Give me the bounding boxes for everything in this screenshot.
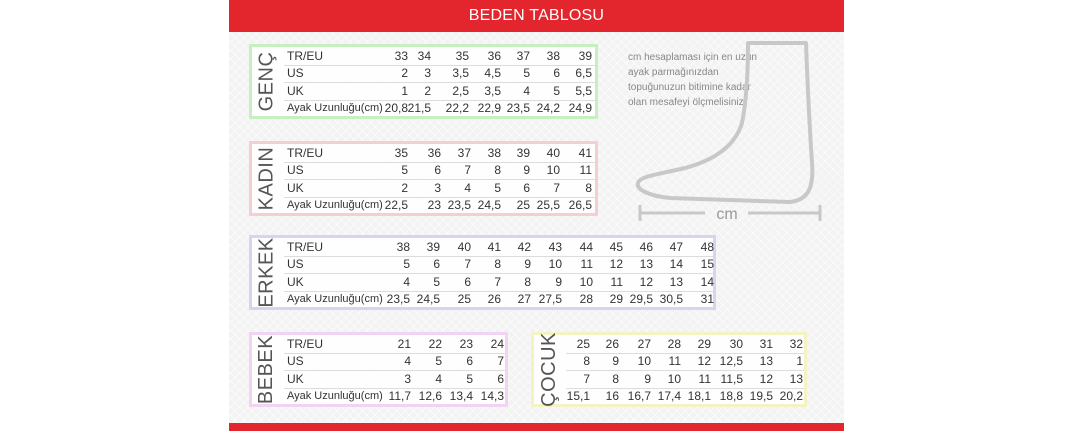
category-label-text: GENÇ [255,51,278,112]
table-cell: 24,9 [568,100,592,115]
table-cell: 44 [579,240,593,254]
table-cell: 3 [424,66,431,81]
table-cell: 11,5 [720,371,743,386]
table-cell: 23 [427,197,441,212]
table-cell: 2 [401,180,408,195]
table-cell: 28 [667,337,681,351]
table-cell: 3 [404,371,411,386]
category-label-text: BEBEK [255,334,278,405]
table-cell: 30,5 [659,291,683,306]
table-cell: 11 [580,257,593,272]
table-cell: 12,6 [418,388,442,403]
table-cell: 21 [397,337,411,351]
table-cell: 25 [516,197,530,212]
row-label: Ayak Uzunluğu(cm) [287,198,383,211]
table-cell: 31 [759,337,773,351]
table-cell: 5 [401,163,408,178]
bottom-banner [229,423,844,431]
foot-illustration [630,38,830,228]
table-cell: 16 [605,388,619,403]
table-cell: 23,5 [506,100,530,115]
table-cell: 47 [669,240,683,254]
table-cell: 22,9 [477,100,501,115]
row-label: US [287,257,304,272]
table-cell: 6 [433,257,440,272]
table-cell: 41 [487,240,501,254]
table-cell: 34 [417,49,431,63]
table-row [284,388,505,405]
table-cell: 15,1 [566,388,590,403]
table-cell: 15 [700,257,714,272]
table-cell: 29 [697,337,711,351]
table-cell: 38 [487,146,501,160]
table-cell: 4 [523,83,530,98]
table-cell: 24,5 [477,197,501,212]
table-cell: 38 [396,240,410,254]
table-cell: 30 [729,337,743,351]
table-cell: 32 [789,337,803,351]
table-cell: 25 [576,337,590,351]
table-row [284,274,713,292]
table-cell: 8 [585,180,592,195]
row-label: TR/EU [287,49,323,63]
table-cell: 13 [639,257,653,272]
table-cell: 11,7 [388,388,411,403]
measurement-note: cm hesaplaması için en uzun ayak parmağınızdan topuğunuzun bitimine kadar olan mesafeyi ölçmelisiniz. [628,52,757,108]
table-cell: 35 [455,49,469,63]
table-cell: 28 [579,291,593,306]
table-cell: 12,5 [719,354,743,369]
table-row [284,100,595,117]
table-cell: 1 [796,354,803,369]
table-cell: 48 [700,240,714,254]
row-label: US [287,354,304,369]
table-cell: 36 [487,49,501,63]
table-cell: 10 [637,354,651,369]
table-cell: 29 [609,291,623,306]
table-cell: 5 [435,354,442,369]
table-row [566,371,804,389]
table-cell: 9 [612,354,619,369]
size-table-erkek [249,235,716,310]
table-cell: 13 [669,274,683,289]
table-rows [284,335,505,404]
table-cell: 40 [457,240,471,254]
table-cell: 7 [553,180,560,195]
table-cell: 10 [579,274,593,289]
table-cell: 10 [546,163,560,178]
table-cell: 1 [401,83,408,98]
table-cell: 5 [523,66,530,81]
category-label-text: ÇOCUK [537,332,560,407]
table-cell: 40 [546,146,560,160]
table-cell: 26 [487,291,501,306]
table-cell: 22,5 [384,197,408,212]
table-cell: 4 [403,274,410,289]
table-cell: 6 [464,274,471,289]
table-cell: 29,5 [629,291,653,306]
table-cell: 26,5 [568,197,592,212]
table-cell: 3 [434,180,441,195]
row-label: Ayak Uzunluğu(cm) [287,101,383,114]
table-cell: 11 [668,354,681,369]
table-cell: 23 [459,337,473,351]
table-row [284,83,595,101]
table-row [284,239,713,257]
table-cell: 5,5 [575,83,592,98]
table-cell: 36 [427,146,441,160]
table-row [284,256,713,274]
table-cell: 7 [464,257,471,272]
row-label: TR/EU [287,146,323,160]
table-row [284,48,595,66]
table-cell: 14,3 [480,388,504,403]
table-row [284,291,713,308]
table-cell: 38 [546,49,560,63]
category-label-cocuk [534,332,564,407]
table-cell: 20,8 [384,100,408,115]
table-cell: 21,5 [407,100,431,115]
table-row [284,162,595,180]
table-cell: 39 [426,240,440,254]
foot-cm-label: cm [716,206,738,223]
table-cell: 5 [553,83,560,98]
table-rows [284,144,595,213]
foot-outline [638,43,813,202]
table-row [566,336,804,354]
table-cell: 39 [578,49,592,63]
category-label-bebek [252,335,282,404]
table-cell: 9 [555,274,562,289]
table-cell: 2 [401,66,408,81]
size-table-kadin [249,141,598,216]
table-cell: 7 [583,371,590,386]
size-table-bebek [249,332,508,407]
table-cell: 6 [553,66,560,81]
table-cell: 8 [524,274,531,289]
table-cell: 18,1 [687,388,711,403]
table-cell: 20,2 [779,388,803,403]
table-cell: 4 [435,371,442,386]
table-cell: 13 [759,354,773,369]
table-cell: 12 [639,274,653,289]
category-label-text: ERKEK [255,237,278,308]
table-cell: 17,4 [657,388,681,403]
table-cell: 24,2 [536,100,560,115]
row-label: UK [287,180,304,195]
table-cell: 16,7 [627,388,651,403]
table-rows [284,47,595,116]
table-cell: 5 [466,371,473,386]
table-cell: 33 [394,49,408,63]
table-cell: 14 [700,274,714,289]
table-cell: 25 [457,291,471,306]
table-cell: 7 [464,163,471,178]
table-cell: 42 [517,240,531,254]
page-title: BEDEN TABLOSU [468,7,605,24]
table-cell: 24 [490,337,504,351]
table-cell: 24,5 [416,291,440,306]
table-cell: 27 [637,337,651,351]
table-row [284,180,595,198]
table-cell: 41 [578,146,592,160]
table-cell: 27,5 [538,291,562,306]
row-label: TR/EU [287,337,323,351]
table-cell: 12 [697,354,711,369]
table-cell: 6 [466,354,473,369]
table-cell: 3,5 [484,83,501,98]
table-cell: 2 [424,83,431,98]
table-cell: 9 [524,257,531,272]
table-cell: 12 [759,371,773,386]
table-cell: 22,2 [445,100,469,115]
table-cell: 35 [394,146,408,160]
row-label: UK [287,274,304,289]
table-cell: 5 [433,274,440,289]
table-cell: 6 [497,371,504,386]
table-row [566,353,804,371]
table-cell: 8 [494,163,501,178]
table-rows [284,238,713,307]
table-cell: 43 [548,240,562,254]
row-label: Ayak Uzunluğu(cm) [287,292,383,305]
table-cell: 25,5 [536,197,560,212]
table-cell: 13 [789,371,803,386]
table-row [284,65,595,83]
row-label: UK [287,371,304,386]
category-label-kadin [252,144,282,213]
table-row [284,353,505,371]
table-cell: 6 [434,163,441,178]
table-cell: 9 [523,163,530,178]
table-cell: 19,5 [749,388,773,403]
table-cell: 27 [517,291,531,306]
row-label: US [287,163,304,178]
size-table-cocuk [531,332,807,407]
table-cell: 3,5 [452,66,469,81]
table-cell: 4 [404,354,411,369]
table-cell: 11 [579,163,592,178]
row-label: UK [287,83,304,98]
table-cell: 10 [667,371,681,386]
category-label-erkek [252,238,282,307]
table-row [284,197,595,214]
table-cell: 37 [457,146,471,160]
title-banner [229,0,844,32]
size-table-genc [249,44,598,119]
table-cell: 9 [644,371,651,386]
table-cell: 23,5 [447,197,471,212]
table-cell: 14 [669,257,683,272]
row-label: Ayak Uzunluğu(cm) [287,389,383,402]
table-cell: 37 [516,49,530,63]
table-row [566,388,804,405]
table-cell: 26 [605,337,619,351]
table-cell: 7 [494,274,501,289]
table-cell: 8 [583,354,590,369]
table-cell: 22 [428,337,442,351]
table-cell: 7 [497,354,504,369]
row-label: TR/EU [287,240,323,254]
table-cell: 5 [494,180,501,195]
table-row [284,336,505,354]
table-cell: 11 [698,371,711,386]
table-rows [566,335,804,404]
table-cell: 4,5 [484,66,501,81]
table-cell: 5 [403,257,410,272]
table-row [284,371,505,389]
table-cell: 46 [639,240,653,254]
table-cell: 8 [494,257,501,272]
table-cell: 31 [700,291,714,306]
table-cell: 2,5 [452,83,469,98]
table-row [284,145,595,163]
table-cell: 10 [548,257,562,272]
table-cell: 45 [609,240,623,254]
table-cell: 13,4 [449,388,473,403]
table-cell: 18,8 [719,388,743,403]
table-cell: 4 [464,180,471,195]
table-cell: 23,5 [386,291,410,306]
table-cell: 6,5 [575,66,592,81]
table-cell: 11 [610,274,623,289]
row-label: US [287,66,304,81]
table-cell: 8 [612,371,619,386]
table-cell: 6 [523,180,530,195]
table-cell: 39 [516,146,530,160]
category-label-genc [252,47,282,116]
table-cell: 12 [609,257,623,272]
category-label-text: KADIN [255,146,278,211]
